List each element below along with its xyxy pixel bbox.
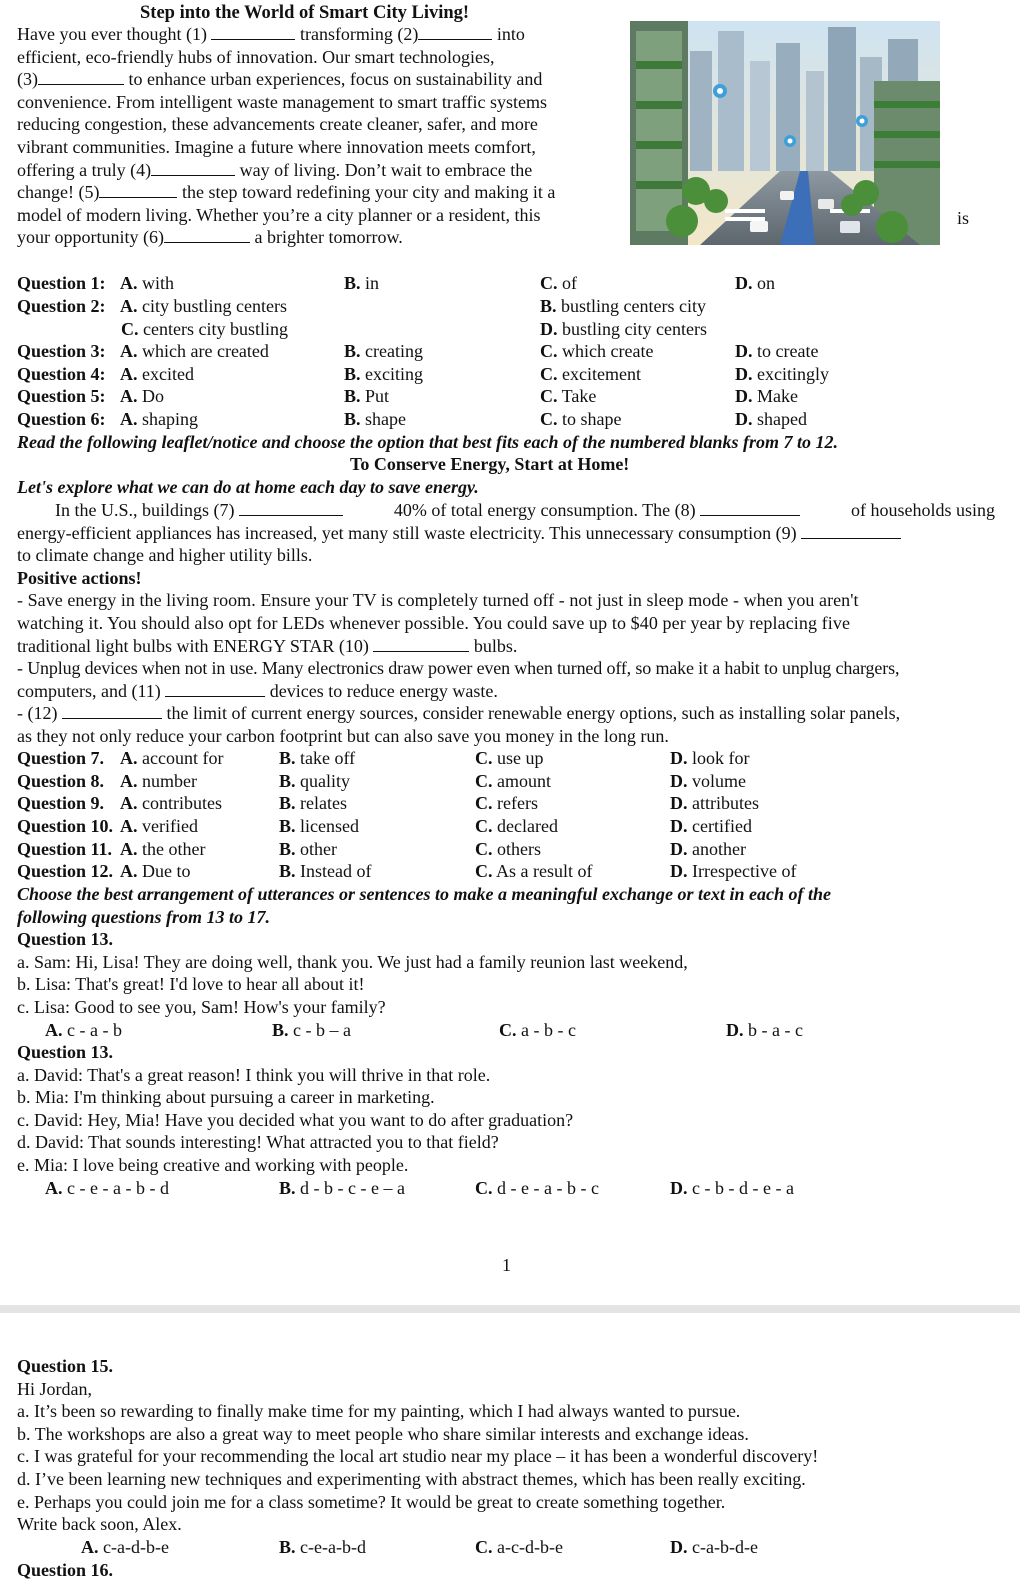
passage-line: change! (5) the step toward redefining your city and making it a — [17, 182, 556, 203]
passage-line: Have you ever thought (1) transforming (2) into — [17, 24, 525, 44]
option-d: D. volume — [670, 771, 746, 791]
question-row — [17, 318, 1007, 341]
passage-line: your opportunity (6) a brighter tomorrow. — [17, 227, 403, 248]
question-row — [17, 272, 1007, 295]
passage-line: reducing congestion, these advancements create cleaner, safer, and more — [17, 114, 538, 135]
option-a: A. shaping — [120, 409, 198, 429]
question-label: Question 5: — [17, 386, 106, 406]
question-label: Question 13. — [17, 1042, 114, 1062]
option-b: B. quality — [279, 771, 351, 791]
question-row — [17, 792, 1007, 815]
option-a: A. city bustling centers — [120, 296, 287, 316]
page-number: 1 — [502, 1255, 511, 1275]
passage-line: convenience. From intelligent waste management to smart traffic systems — [17, 91, 548, 112]
passage-line: efficient, eco-friendly hubs of innovation. Our smart technologies, — [17, 46, 495, 67]
question-row — [17, 295, 1007, 318]
text-line: traditional light bulbs with ENERGY STAR (10) bulbs. — [17, 635, 518, 656]
option-a: A. Do — [120, 386, 164, 406]
passage-line: model of modern living. Whether you’re a city planner or a resident, this — [17, 204, 541, 225]
option-d: D. to create — [735, 341, 819, 361]
option-b: B. relates — [279, 793, 347, 813]
option-b: B. creating — [344, 341, 423, 361]
option-d: D. another — [670, 839, 746, 859]
question-label: Question 6: — [17, 409, 106, 429]
option-d: D. attributes — [670, 793, 759, 813]
leaflet-paragraph — [17, 499, 995, 748]
letter-signoff: Write back soon, Alex. — [17, 1514, 182, 1534]
option-d: D. bustling city centers — [540, 319, 707, 339]
option-d: D. look for — [670, 748, 750, 768]
text-line: to climate change and higher utility bills. — [17, 545, 313, 566]
option-d: D. on — [735, 273, 775, 293]
letter-line: c. I was grateful for your recommending the local art studio near my place – it has been a wonderful discovery! — [17, 1446, 819, 1466]
dialogue-line: a. Sam: Hi, Lisa! They are doing well, thank you. We just had a family reunion last weekend, — [17, 952, 688, 972]
option-a: A. which are created — [120, 341, 269, 361]
option-a: A. the other — [120, 839, 206, 859]
option-c: C. d - e - a - b - c — [475, 1178, 599, 1198]
question-label: Question 12. — [17, 861, 114, 881]
question-row — [17, 770, 1007, 793]
question-label: Question 16. — [17, 1560, 114, 1580]
positive-actions-heading: Positive actions! — [17, 567, 142, 588]
option-a: A. contributes — [120, 793, 222, 813]
option-c: C. declared — [475, 816, 558, 836]
option-c: C. others — [475, 839, 541, 859]
option-a: A. c - e - a - b - d — [45, 1178, 169, 1198]
question-row — [17, 1536, 1007, 1559]
dialogue-line: d. David: That sounds interesting! What attracted you to that field? — [17, 1132, 499, 1152]
question-label: Question 8. — [17, 771, 105, 791]
question-label: Question 7. — [17, 748, 105, 768]
option-b: B. d - b - c - e – a — [279, 1178, 405, 1198]
option-b: B. Instead of — [279, 861, 372, 881]
option-a: A. with — [120, 273, 175, 293]
option-b: B. licensed — [279, 816, 359, 836]
dialogue-line: b. Mia: I'm thinking about pursuing a career in marketing. — [17, 1087, 435, 1107]
question-label: Question 10. — [17, 816, 114, 836]
question-label: Question 11. — [17, 839, 113, 859]
question-label: Question 15. — [17, 1356, 114, 1376]
text-line: as they not only reduce your carbon footprint but can also save you money in the long run. — [17, 725, 669, 746]
option-a: A. number — [120, 771, 197, 791]
option-c: C. As a result of — [475, 861, 593, 881]
letter-line: d. I’ve been learning new techniques and experimenting with abstract themes, which has been really exciting. — [17, 1469, 806, 1489]
option-b: B. c - b – a — [272, 1020, 351, 1040]
option-d: D. Irrespective of — [670, 861, 797, 881]
option-c: C. to shape — [540, 409, 622, 429]
option-a: A. account for — [120, 748, 224, 768]
letter-greeting: Hi Jordan, — [17, 1379, 92, 1399]
passage-line: (3) to enhance urban experiences, focus on sustainability and — [17, 69, 543, 90]
option-b: B. bustling centers city — [540, 296, 706, 316]
option-c: C. use up — [475, 748, 544, 768]
passage-line: vibrant communities. Imagine a future where innovation meets comfort, — [17, 136, 536, 157]
option-d: D. shaped — [735, 409, 807, 429]
question-row — [17, 385, 1007, 408]
option-d: D. excitingly — [735, 364, 829, 384]
leaflet-subheading: Let's explore what we can do at home each day to save energy. — [17, 477, 479, 497]
section-instruction: following questions from 13 to 17. — [17, 907, 271, 927]
text-line: watching it. You should also opt for LEDs whenever possible. You could save up to $40 per year by replacing five — [17, 612, 851, 633]
letter-line: a. It’s been so rewarding to finally make time for my painting, which I had always wanted to pursue. — [17, 1401, 741, 1421]
option-b: B. other — [279, 839, 337, 859]
text-line: In the U.S., buildings (7) 40% of total energy consumption. The (8) of households using — [55, 500, 995, 520]
question-row — [17, 1177, 1007, 1200]
dialogue-line: c. Lisa: Good to see you, Sam! How's your family? — [17, 997, 386, 1017]
option-c: C. of — [540, 273, 577, 293]
smart-city-image — [630, 21, 940, 245]
option-b: B. take off — [279, 748, 356, 768]
text-line: energy-efficient appliances has increased, yet many still waste electricity. This unnecessary consumption (9) — [17, 522, 995, 545]
question-row — [17, 340, 1007, 363]
section-instruction: Read the following leaflet/notice and choose the option that best fits each of the numbered blanks from 7 to 12. — [17, 432, 839, 452]
option-b: B. in — [344, 273, 380, 293]
dialogue-line: a. David: That's a great reason! I think you will thrive in that role. — [17, 1065, 491, 1085]
text-line: computers, and (11) devices to reduce energy waste. — [17, 680, 498, 701]
leaflet-heading: To Conserve Energy, Start at Home! — [350, 454, 630, 474]
passage-title: Step into the World of Smart City Living! — [140, 3, 470, 23]
question-row — [17, 860, 1007, 883]
option-c: C. amount — [475, 771, 551, 791]
option-c: C. refers — [475, 793, 538, 813]
option-d: D. certified — [670, 816, 752, 836]
option-a: A. excited — [120, 364, 194, 384]
passage-line: offering a truly (4) way of living. Don’t wait to embrace the — [17, 159, 533, 180]
text-line: - (12) the limit of current energy sources, consider renewable energy options, such as installing solar panels, — [17, 703, 901, 724]
text-line: - Unplug devices when not in use. Many electronics draw power even when turned off, so make it a habit to unplug chargers, — [17, 658, 900, 679]
option-a: A. verified — [120, 816, 198, 836]
letter-line: e. Perhaps you could join me for a class sometime? It would be great to create something together. — [17, 1492, 726, 1512]
question-row — [17, 815, 1007, 838]
option-d: D. c-a-b-d-e — [670, 1537, 758, 1557]
page-separator — [0, 1305, 1020, 1313]
question-label: Question 13. — [17, 929, 114, 949]
option-c: C. Take — [540, 386, 597, 406]
option-c: C. excitement — [540, 364, 641, 384]
question-label: Question 4: — [17, 364, 106, 384]
question-row — [17, 838, 1007, 861]
question-row — [17, 363, 1007, 386]
option-d: D. c - b - d - e - a — [670, 1178, 794, 1198]
question-label: Question 9. — [17, 793, 105, 813]
dialogue-line: e. Mia: I love being creative and working with people. — [17, 1155, 409, 1175]
option-b: B. shape — [344, 409, 406, 429]
option-b: B. Put — [344, 386, 390, 406]
option-b: B. c-e-a-b-d — [279, 1537, 366, 1557]
question-row — [17, 1019, 1007, 1042]
option-b: B. exciting — [344, 364, 423, 384]
question-label: Question 3: — [17, 341, 106, 361]
option-d: D. b - a - c — [726, 1020, 803, 1040]
page-2 — [0, 1313, 1020, 1591]
question-row — [17, 408, 1007, 431]
option-a: A. c-a-d-b-e — [81, 1537, 169, 1557]
question-label: Question 2: — [17, 296, 106, 316]
option-c: C. a-c-d-b-e — [475, 1537, 563, 1557]
option-d: D. Make — [735, 386, 798, 406]
dialogue-line: b. Lisa: That's great! I'd love to hear all about it! — [17, 974, 365, 994]
passage-trailing-word: is — [957, 208, 970, 228]
option-a: A. c - a - b — [45, 1020, 122, 1040]
question-row — [17, 747, 1007, 770]
option-c: C. a - b - c — [499, 1020, 576, 1040]
letter-line: b. The workshops are also a great way to meet people who share similar interests and exchange ideas. — [17, 1424, 749, 1444]
option-c: C. centers city bustling — [121, 319, 288, 339]
smart-city-passage — [17, 23, 607, 249]
option-a: A. Due to — [120, 861, 191, 881]
text-line: - Save energy in the living room. Ensure your TV is completely turned off - not just in sleep mode - when you aren't — [17, 590, 859, 611]
option-c: C. which create — [540, 341, 654, 361]
section-instruction: Choose the best arrangement of utterances or sentences to make a meaningful exchange or text in each of the — [17, 884, 831, 904]
question-label: Question 1: — [17, 273, 106, 293]
dialogue-line: c. David: Hey, Mia! Have you decided what you want to do after graduation? — [17, 1110, 574, 1130]
